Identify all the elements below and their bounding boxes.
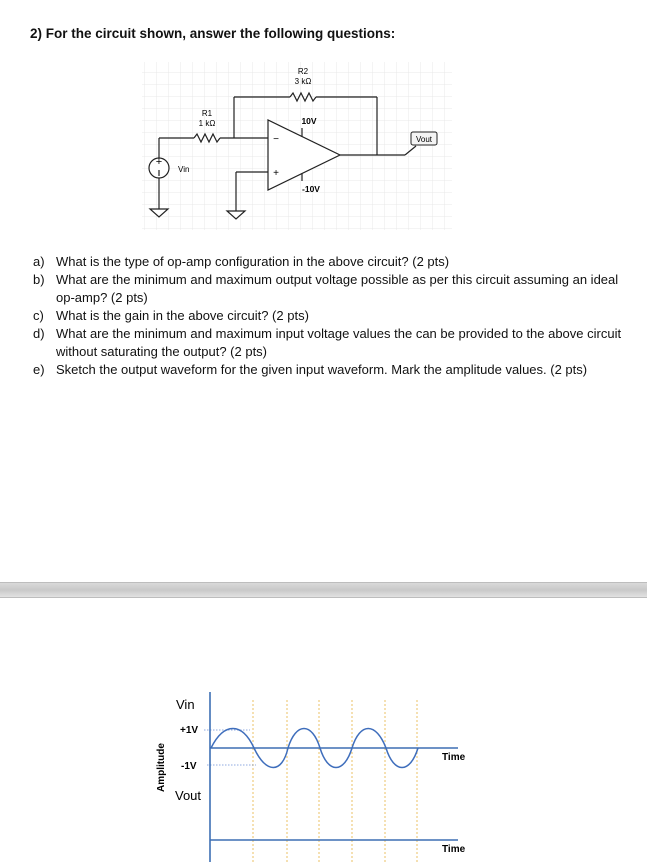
r1-name-label: R1 bbox=[201, 109, 213, 118]
minus-1v-label: -1V bbox=[181, 761, 197, 772]
time-label-top: Time bbox=[442, 752, 466, 763]
subquestion-e: e) Sketch the output waveform for the given input waveform. Mark the amplitude values. (2 pts) bbox=[33, 362, 588, 377]
inverting-input-sign: − bbox=[273, 134, 279, 145]
amplitude-axis-label: Amplitude bbox=[156, 743, 167, 792]
subquestion-b: b) What are the minimum and maximum output voltage possible as per this circuit assuming an ideal op-amp? (2 pts) bbox=[33, 272, 619, 305]
svg-text:+: + bbox=[155, 156, 163, 168]
subquestion-d: d) What are the minimum and maximum input voltage values the can be provided to the above circuit without saturating the output? (2 pts) bbox=[33, 326, 622, 359]
plus-1v-label: +1V bbox=[180, 725, 199, 736]
positive-supply-label: 10V bbox=[301, 116, 317, 126]
time-label-bottom: Time bbox=[442, 844, 466, 855]
r1-value-label: 1 kΩ bbox=[198, 119, 216, 128]
question-title: 2) For the circuit shown, answer the following questions: bbox=[30, 26, 396, 41]
negative-supply-label: -10V bbox=[302, 184, 320, 194]
vout-axis-label: Vout bbox=[175, 788, 202, 803]
time-gridlines bbox=[253, 700, 417, 862]
r2-value-label: 3 kΩ bbox=[294, 77, 312, 86]
noninverting-input-sign: + bbox=[273, 168, 279, 179]
subquestion-c: c) What is the gain in the above circuit? (2 pts) bbox=[33, 308, 309, 323]
vout-label: Vout bbox=[415, 135, 433, 144]
subquestion-a: a) What is the type of op-amp configuration in the above circuit? (2 pts) bbox=[33, 254, 450, 269]
r2-name-label: R2 bbox=[297, 67, 309, 76]
vin-axis-label: Vin bbox=[176, 697, 195, 712]
vin-label: Vin bbox=[178, 165, 190, 174]
